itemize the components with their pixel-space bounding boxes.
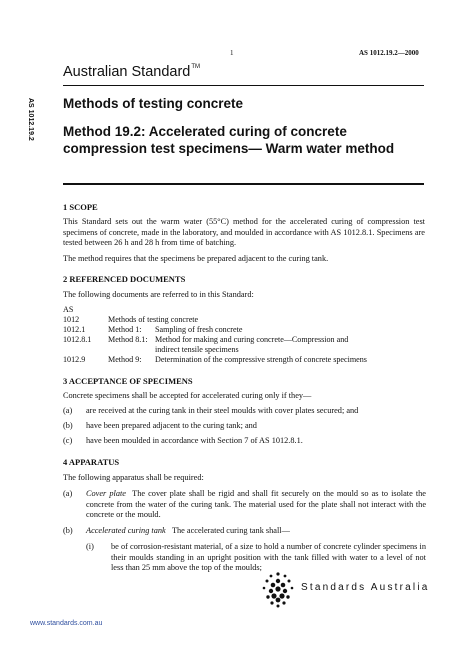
- sub-list-label: (i): [86, 542, 94, 551]
- list-label: (b): [63, 421, 73, 430]
- standards-australia-logo-icon: [258, 570, 298, 610]
- website-link[interactable]: www.standards.com.au: [30, 620, 103, 627]
- brand-title: [63, 64, 200, 80]
- section-heading-scope: 1 SCOPE: [63, 202, 98, 212]
- section-heading-references: 2 REFERENCED DOCUMENTS: [63, 274, 186, 284]
- list-label: (c): [63, 436, 73, 445]
- reference-code: 1012: [63, 315, 80, 324]
- list-item: have been moulded in accordance with Section 7 of AS 1012.8.1.: [86, 436, 303, 445]
- list-label: (a): [63, 406, 73, 415]
- apparatus-item-cover-plate: [86, 489, 426, 521]
- reference-code: 1012.1: [63, 325, 86, 334]
- brand-text: Australian Standard: [63, 64, 191, 80]
- term-description: The accelerated curing tank shall—: [171, 526, 290, 535]
- term: Cover plate: [86, 489, 126, 498]
- term: Accelerated curing tank: [86, 526, 166, 535]
- reference-code: 1012.8.1: [63, 335, 92, 344]
- side-reference: [24, 98, 36, 148]
- standards-australia-logo-text: Standards Australia: [301, 582, 430, 593]
- apparatus-item-curing-tank: [86, 526, 290, 536]
- references-prefix: AS: [63, 305, 74, 314]
- trademark-mark: TM: [191, 64, 201, 70]
- title-rule: [63, 183, 424, 185]
- document-reference: AS 1012.19.2—2000: [359, 49, 419, 57]
- header-rule: [63, 85, 424, 86]
- acceptance-intro: Concrete specimens shall be accepted for accelerated curing only if they—: [63, 391, 312, 400]
- reference-code: 1012.9: [63, 355, 86, 364]
- reference-method: Method 8.1:: [108, 335, 148, 344]
- reference-method: Method 9:: [108, 355, 142, 364]
- scope-paragraph-2: The method requires that the specimens be prepared adjacent to the curing tank.: [63, 254, 329, 263]
- reference-title: Sampling of fresh concrete: [155, 325, 243, 334]
- list-item: have been prepared adjacent to the curing tank; and: [86, 421, 257, 430]
- reference-title: Method for making and curing concrete—Compression and: [155, 335, 349, 344]
- side-reference-text: AS 1012.19.2: [27, 98, 34, 141]
- method-title: Method 19.2: Accelerated curing of concrete compression test specimens— Warm water method: [63, 124, 395, 156]
- references-intro: The following documents are referred to in this Standard:: [63, 290, 254, 299]
- reference-title: Determination of the compressive strength of concrete specimens: [155, 355, 367, 364]
- document-title: Methods of testing concrete: [63, 96, 244, 111]
- apparatus-intro: The following apparatus shall be required:: [63, 473, 204, 482]
- sub-list-item: be of corrosion-resistant material, of a size to hold a number of concrete cylinder specimens in their moulds standing in an upright position with the tank filled with water to a level of not less than 25 mm above the top of the moulds;: [111, 542, 426, 572]
- list-label: (b): [63, 526, 73, 535]
- term-description: The cover plate shall be rigid and shall fit securely on the mould so as to isolate the concrete from the water of the curing tank. The material used for the plate shall not interact with the concrete or the mould.: [86, 489, 426, 519]
- list-label: (a): [63, 489, 73, 498]
- section-heading-apparatus: 4 APPARATUS: [63, 457, 120, 467]
- reference-title-continued: indirect tensile specimens: [155, 345, 239, 354]
- reference-method: Method 1:: [108, 325, 142, 334]
- list-item: are received at the curing tank in their steel moulds with cover plates secured; and: [86, 406, 359, 415]
- scope-paragraph-1: This Standard sets out the warm water (55°C) method for the accelerated curing of compression test specimens of concrete, made in the laboratory, and moulded in accordance with AS 1012.8.1. Specimens are tested between 26 h and 28 h from time of batching.: [63, 217, 425, 247]
- section-heading-acceptance: 3 ACCEPTANCE OF SPECIMENS: [63, 376, 193, 386]
- reference-method: Methods of testing concrete: [108, 315, 199, 324]
- page-number: 1: [230, 49, 234, 57]
